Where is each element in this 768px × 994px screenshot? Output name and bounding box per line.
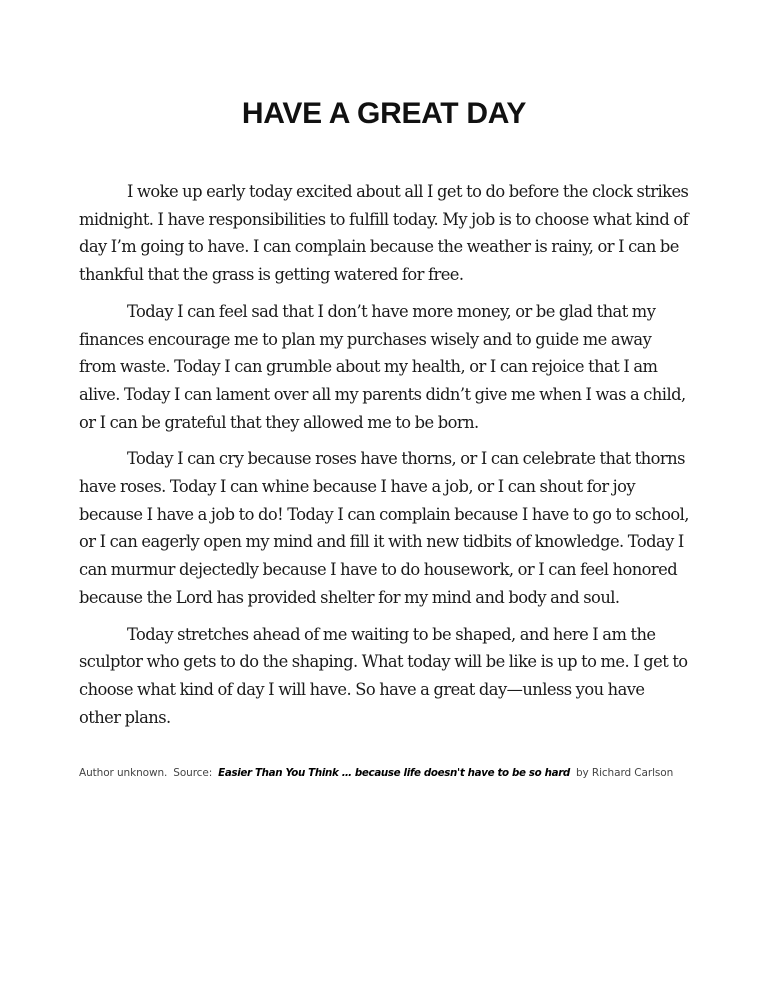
book-title: Easier Than You Think … because life doesn't have to be so hard bbox=[218, 767, 570, 779]
document-body bbox=[79, 178, 689, 740]
attribution-text: Author unknown. bbox=[79, 767, 168, 779]
source-footer bbox=[79, 767, 719, 779]
source-label: Source: bbox=[173, 767, 213, 779]
paragraph-3: Today I can cry because roses have thorns, or I can celebrate that thorns have roses. Today I can whine because I have a job, or I can shout for joy because I have a job to do! Today I can complain because I have to go to school, or I can eagerly open my mind and fill it with new tidbits of knowledge. Today I can murmur dejectedly because I have to do housework, or I can feel honored because the Lord has provided shelter for my mind and body and soul. bbox=[79, 449, 689, 607]
document-title: HAVE A GREAT DAY bbox=[241, 97, 527, 130]
paragraph-1: I woke up early today excited about all I get to do before the clock strikes midnight. I have responsibilities to fulfill today. My job is to choose what kind of day I’m going to have. I can complain because the weather is rainy, or I can be thankful that the grass is getting watered for free. bbox=[79, 182, 689, 285]
byline: by Richard Carlson bbox=[575, 767, 674, 779]
paragraph-2: Today I can feel sad that I don’t have more money, or be glad that my finances encourage me to plan my purchases wisely and to guide me away from waste. Today I can grumble about my health, or I can rejoice that I am alive. Today I can lament over all my parents didn’t give me when I was a child, or I can be grateful that they allowed me to be born. bbox=[79, 301, 686, 432]
paragraph-4: Today stretches ahead of me waiting to be shaped, and here I am the sculptor who gets to do the shaping. What today will be like is up to me. I get to choose what kind of day I will have. So have a great day—unless you have other plans. bbox=[79, 624, 688, 727]
